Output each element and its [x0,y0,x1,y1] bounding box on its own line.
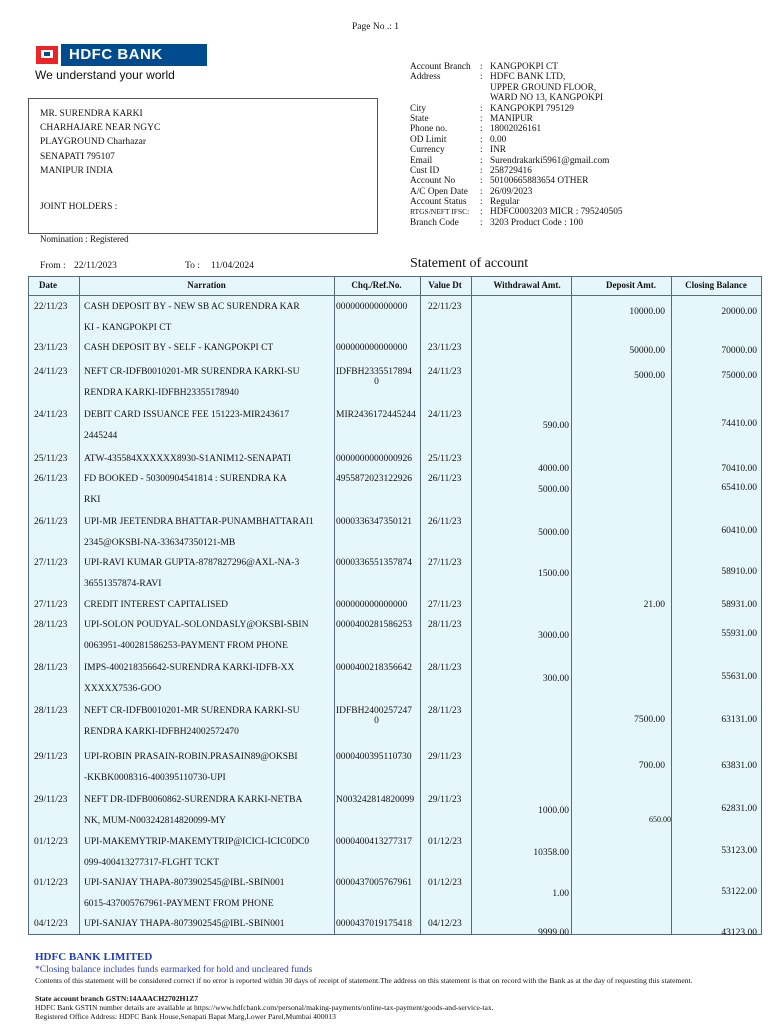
row-date: 23/11/23 [34,343,68,353]
row-withdrawal: 10358.00 [533,848,569,858]
row-date: 27/11/23 [34,558,68,568]
row-withdrawal: 9999.00 [538,928,569,938]
row-date: 24/11/23 [34,410,68,420]
row-ref: 0000437005767961 [336,878,412,888]
account-detail-value: 26/09/2023 [490,186,533,197]
row-narration: UPI-RAVI KUMAR GUPTA-8787827296@AXL-NA-3 [84,558,300,568]
separator: : [480,145,483,156]
row-withdrawal: 1000.00 [538,806,569,816]
row-withdrawal: 590.00 [542,421,569,431]
row-closing: 65410.00 [721,483,757,493]
account-detail-row [410,145,760,155]
row-narration: RENDRA KARKI-IDFBH23355178940 [84,388,239,398]
row-ref: 0000336347350121 [336,517,412,527]
customer-line: CHARHAJARE NEAR NGYC [40,123,161,133]
row-deposit: 650.00 [649,815,671,824]
account-detail-row [410,176,760,186]
account-detail-row [410,156,760,166]
row-narration: FD BOOKED - 50300904541814 : SURENDRA KA [84,474,287,484]
account-detail-key: Email [410,155,433,166]
account-detail-value: 50100665883654 OTHER [490,176,589,187]
bank-name: HDFC BANK [61,44,207,66]
row-narration: KI - KANGPOKPI CT [84,323,172,333]
customer-address-box [28,98,378,234]
row-date: 29/11/23 [34,795,68,805]
footer-bank-name: HDFC BANK LIMITED [35,951,153,963]
account-detail-row [410,114,760,124]
row-closing: 55931.00 [721,629,757,639]
separator: : [480,176,483,187]
account-detail-row [410,218,760,228]
account-detail-key: Account Status [410,197,467,208]
row-closing: 58931.00 [721,600,757,610]
row-withdrawal: 3000.00 [538,631,569,641]
row-closing: 53122.00 [721,887,757,897]
account-detail-value: 0.00 [490,134,507,145]
account-detail-row [410,197,760,207]
separator: : [480,207,483,218]
footer-registered-office: Registered Office Address: HDFC Bank House,Senapati Bapat Marg,Lower Parel,Mumbai 400013 [35,1012,336,1021]
footer-disclaimer: Contents of this statement will be considered correct if no error is reported within 30 days of receipt of statement.The address on this statement is that on record with the Bank as at the day of requesting this statement. [35,976,693,985]
row-value-date: 04/12/23 [428,919,462,929]
period-to: 11/04/2024 [211,261,254,271]
col-date: Date [39,280,57,290]
row-withdrawal: 4000.00 [538,464,569,474]
row-closing: 74410.00 [721,419,757,429]
account-detail-value: Surendrakarki5961@gmail.com [490,155,610,166]
account-detail-value: HDFC0003203 MICR : 795240505 [490,207,623,218]
row-ref: 0 [374,716,379,726]
account-detail-value: INR [490,145,507,156]
separator: : [480,103,483,114]
row-ref: 0000000000000926 [336,454,412,464]
row-date: 29/11/23 [34,752,68,762]
separator: : [480,155,483,166]
nomination: Nomination : Registered [40,234,129,244]
row-ref: IDFBH2335517894 [336,367,413,377]
row-closing: 43123.00 [721,928,757,938]
row-value-date: 28/11/23 [428,663,462,673]
table-header [29,277,761,296]
bank-tagline: We understand your world [35,68,175,82]
row-date: 28/11/23 [34,620,68,630]
row-ref: 000000000000000 [336,302,408,312]
row-narration: 2445244 [84,431,118,441]
account-detail-key: City [410,103,427,114]
account-detail-value: WARD NO 13, KANGPOKPI [490,93,604,104]
row-deposit: 10000.00 [629,307,665,317]
col-closing: Closing Balance [685,280,747,290]
row-narration: NK, MUM-N003242814820099-MY [84,816,226,826]
row-closing: 75000.00 [721,371,757,381]
row-narration: 6015-437005767961-PAYMENT FROM PHONE [84,899,274,909]
row-narration: NEFT CR-IDFB0010201-MR SURENDRA KARKI-SU [84,367,300,377]
account-detail-value: UPPER GROUND FLOOR, [490,82,597,93]
row-withdrawal: 1.00 [552,889,569,899]
separator: : [480,134,483,145]
row-narration: 099-400413277317-FLGHT TCKT [84,858,220,868]
joint-holders: JOINT HOLDERS : [40,202,118,212]
row-closing: 60410.00 [721,526,757,536]
row-date: 28/11/23 [34,706,68,716]
row-value-date: 28/11/23 [428,706,462,716]
row-value-date: 24/11/23 [428,410,462,420]
row-narration: UPI-MAKEMYTRIP-MAKEMYTRIP@ICICI-ICIC0DC0 [84,837,310,847]
account-detail-key: State [410,113,429,124]
account-detail-row [410,124,760,134]
col-ref: Chq./Ref.No. [351,280,402,290]
row-ref: 0000336551357874 [336,558,412,568]
row-date: 01/12/23 [34,837,68,847]
row-narration: UPI-ROBIN PRASAIN-ROBIN.PRASAIN89@OKSBI [84,752,298,762]
row-ref: MIR2436172445244 [336,410,416,420]
row-ref: 0000400218356642 [336,663,412,673]
row-narration: 0063951-400281586253-PAYMENT FROM PHONE [84,641,288,651]
footer-closing-note: *Closing balance includes funds earmarked for hold and uncleared funds [35,965,313,975]
row-narration: CASH DEPOSIT BY - SELF - KANGPOKPI CT [84,343,274,353]
row-date: 26/11/23 [34,474,68,484]
account-detail-value: MANIPUR [490,113,533,124]
row-deposit: 21.00 [643,600,665,610]
separator: : [480,197,483,208]
row-narration: 36551357874-RAVI [84,579,162,589]
transactions-table [28,276,762,938]
row-closing: 70410.00 [721,464,757,474]
separator [480,83,490,93]
account-detail-row [410,72,760,82]
row-date: 27/11/23 [34,600,68,610]
account-detail-key: A/C Open Date [410,186,468,197]
separator: : [480,186,483,197]
row-narration: -KKBK0008316-400395110730-UPI [84,773,226,783]
period-to-label: To : [185,261,200,271]
row-narration: 2345@OKSBI-NA-336347350121-MB [84,538,236,548]
separator: : [480,72,483,83]
bank-logo [35,44,207,82]
row-narration: UPI-SANJAY THAPA-8073902545@IBL-SBIN001 [84,878,285,888]
row-deposit: 700.00 [638,761,665,771]
row-ref: 0000400395110730 [336,752,412,762]
row-closing: 58910.00 [721,567,757,577]
account-details [410,62,760,228]
period-from-label: From : [40,261,66,271]
row-ref: 4955872023122926 [336,474,412,484]
row-closing: 55631.00 [721,672,757,682]
account-detail-value: KANGPOKPI 795129 [490,103,574,114]
footer-gstin: State account branch GSTN:14AAACH2702H1Z7 [35,994,199,1003]
row-closing: 63131.00 [721,715,757,725]
separator: : [480,124,483,135]
statement-title: Statement of account [410,256,529,271]
row-date: 04/12/23 [34,919,68,929]
hdfc-logo-icon [35,45,61,65]
row-value-date: 26/11/23 [428,474,462,484]
row-deposit: 5000.00 [634,371,665,381]
row-withdrawal: 5000.00 [538,485,569,495]
row-narration: NEFT CR-IDFB0010201-MR SURENDRA KARKI-SU [84,706,300,716]
account-detail-key: Branch Code [410,217,459,228]
row-narration: UPI-SANJAY THAPA-8073902545@IBL-SBIN001 [84,919,285,929]
row-closing: 70000.00 [721,346,757,356]
row-narration: ATW-435584XXXXXX8930-S1ANIM12-SENAPATI [84,454,292,464]
row-value-date: 01/12/23 [428,878,462,888]
row-ref: 0000400281586253 [336,620,412,630]
row-ref: 0000400413277317 [336,837,412,847]
separator: : [480,165,483,176]
account-detail-value: 3203 Product Code : 100 [490,217,583,228]
customer-line: MANIPUR INDIA [40,166,114,176]
separator: : [480,217,483,228]
row-ref: IDFBH2400257247 [336,706,413,716]
row-ref: 000000000000000 [336,343,408,353]
account-detail-row [410,166,760,176]
row-value-date: 26/11/23 [428,517,462,527]
account-detail-value: 258729416 [490,165,532,176]
row-narration: UPI-MR JEETENDRA BHATTAR-PUNAMBHATTARAI1 [84,517,314,527]
row-narration: XXXXX7536-GOO [84,684,162,694]
row-narration: UPI-SOLON POUDYAL-SOLONDASLY@OKSBI-SBIN [84,620,309,630]
row-value-date: 29/11/23 [428,795,462,805]
account-detail-key: Address [410,72,441,83]
account-detail-key: RTGS/NEFT IFSC: [410,207,470,217]
customer-line: SENAPATI 795107 [40,152,115,162]
customer-line: MR. SURENDRA KARKI [40,109,143,119]
period-from: 22/11/2023 [74,261,117,271]
row-ref: 0 [374,377,379,387]
account-detail-key: Account Branch [410,62,471,72]
row-narration: RENDRA KARKI-IDFBH24002572470 [84,727,239,737]
row-value-date: 25/11/23 [428,454,462,464]
separator: : [480,62,483,72]
customer-line: PLAYGROUND Charhazar [40,137,146,147]
page-number: Page No .: 1 [352,22,399,32]
row-value-date: 22/11/23 [428,302,462,312]
col-deposit: Deposit Amt. [606,280,656,290]
row-date: 26/11/23 [34,517,68,527]
row-withdrawal: 5000.00 [538,528,569,538]
separator: : [480,113,483,124]
row-date: 25/11/23 [34,454,68,464]
row-narration: DEBIT CARD ISSUANCE FEE 151223-MIR243617 [84,410,290,420]
row-ref: N003242814820099 [336,795,415,805]
account-detail-row [410,135,760,145]
row-narration: NEFT DR-IDFB0060862-SURENDRA KARKI-NETBA [84,795,303,805]
row-value-date: 27/11/23 [428,558,462,568]
row-ref: 000000000000000 [336,600,408,610]
col-narration: Narration [187,280,226,290]
row-narration: RKI [84,495,101,505]
row-date: 01/12/23 [34,878,68,888]
account-detail-key: Cust ID [410,165,440,176]
account-detail-key: OD Limit [410,134,447,145]
row-value-date: 24/11/23 [428,367,462,377]
row-value-date: 28/11/23 [428,620,462,630]
account-detail-row [410,104,760,114]
row-closing: 62831.00 [721,804,757,814]
row-value-date: 01/12/23 [428,837,462,847]
row-closing: 20000.00 [721,307,757,317]
row-ref: 0000437019175418 [336,919,412,929]
account-detail-key [410,83,480,93]
account-detail-key [410,93,480,103]
row-withdrawal: 300.00 [542,674,569,684]
row-narration: CREDIT INTEREST CAPITALISED [84,600,229,610]
row-narration: IMPS-400218356642-SURENDRA KARKI-IDFB-XX [84,663,295,673]
account-detail-value: 18002026161 [490,124,542,135]
separator [480,93,490,103]
col-withdrawal: Withdrawal Amt. [493,280,561,290]
row-date: 24/11/23 [34,367,68,377]
row-closing: 53123.00 [721,846,757,856]
row-withdrawal: 1500.00 [538,569,569,579]
row-narration: CASH DEPOSIT BY - NEW SB AC SURENDRA KAR [84,302,300,312]
account-detail-key: Currency [410,145,445,156]
account-detail-value: KANGPOKPI CT [490,62,558,72]
account-detail-value: Regular [490,197,520,208]
account-detail-row [410,93,760,103]
row-value-date: 23/11/23 [428,343,462,353]
account-detail-key: Phone no. [410,124,448,135]
account-detail-row [410,62,760,72]
row-date: 28/11/23 [34,663,68,673]
account-detail-key: Account No [410,176,456,187]
row-deposit: 50000.00 [629,346,665,356]
account-detail-row [410,207,760,217]
row-closing: 63831.00 [721,761,757,771]
account-detail-value: HDFC BANK LTD, [490,72,566,83]
row-value-date: 27/11/23 [428,600,462,610]
row-value-date: 29/11/23 [428,752,462,762]
account-detail-row [410,187,760,197]
account-detail-row [410,83,760,93]
row-deposit: 7500.00 [634,715,665,725]
footer-gstin-details: HDFC Bank GSTIN number details are available at https://www.hdfcbank.com/personal/making-payments/online-tax-payment/goods-and-service-tax. [35,1003,494,1012]
row-date: 22/11/23 [34,302,68,312]
col-value-date: Value Dt [428,280,462,290]
